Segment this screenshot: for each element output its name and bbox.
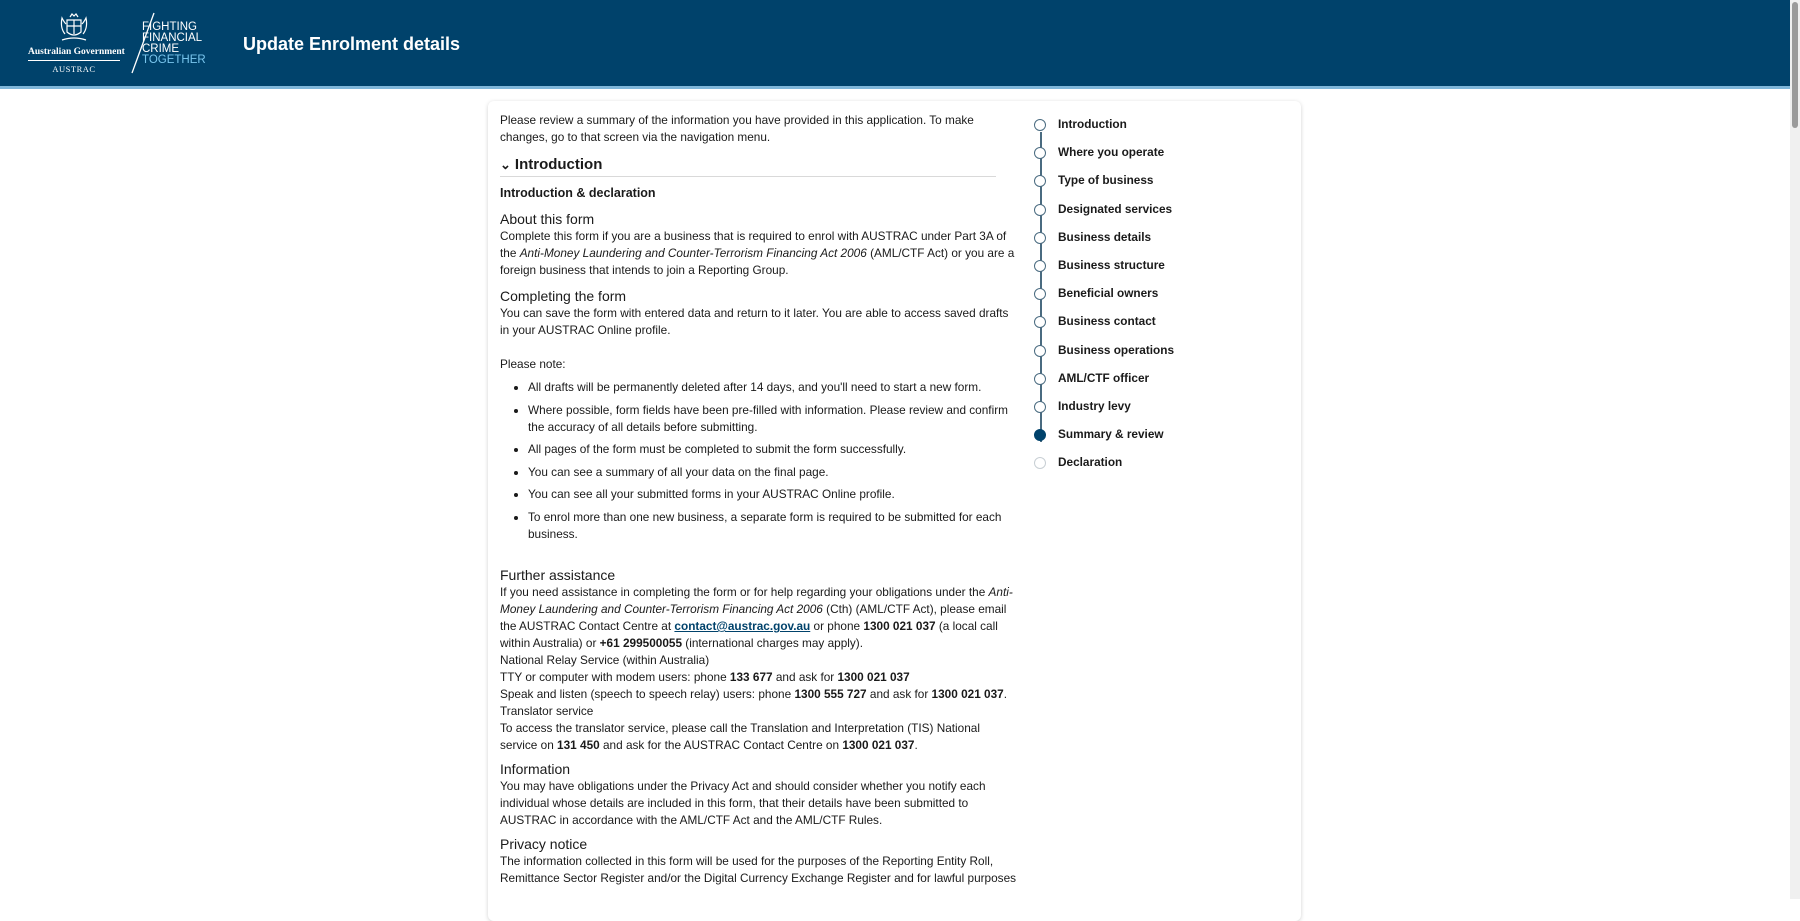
translator-text: To access the translator service, please call the Translation and Interpretation (TIS) National service on 131 450 and ask for the AUSTRAC Contact Centre on 1300 021 037. bbox=[500, 721, 980, 752]
privacy-text: The information collected in this form will be used for the purposes of the Reporting Entity Roll, Remittance Sector Register and/or the Digital Currency Exchange Register and for lawful purposes bbox=[500, 854, 1017, 885]
notes-list bbox=[500, 379, 1020, 543]
agency-label: AUSTRAC bbox=[52, 64, 96, 74]
nav-step-introduction[interactable] bbox=[1034, 116, 1214, 136]
tty-text: TTY or computer with modem users: phone 133 677 and ask for 1300 021 037 bbox=[500, 670, 910, 684]
list-item: • Where possible, form fields have been pre-filled with information. Please review and confirm the accuracy of all details before submitting. bbox=[528, 402, 1020, 436]
list-item: • You can see a summary of all your data on the final page. bbox=[528, 464, 1020, 481]
assistance-text: If you need assistance in completing the form or for help regarding your obligations under the Anti-Money Laundering and Counter-Terrorism Financing Act 2006 (Cth) (AML/CTF Act), please email the AUSTRAC Contact Centre at contact@austrac.gov.au or phone 1300 021 037 (a local call within Australia) or +61 299500055 (international charges may apply). bbox=[500, 585, 1013, 650]
step-indicator-icon bbox=[1034, 345, 1046, 357]
scrollbar-thumb[interactable] bbox=[1792, 2, 1798, 128]
assistance-heading: Further assistance bbox=[500, 567, 616, 583]
nav-step-label[interactable]: AML/CTF officer bbox=[1058, 370, 1150, 385]
nav-step-label[interactable]: Where you operate bbox=[1058, 145, 1165, 160]
nav-step-type-of-business[interactable] bbox=[1034, 172, 1214, 192]
step-indicator-icon bbox=[1034, 232, 1046, 244]
nav-step-designated-services[interactable] bbox=[1034, 201, 1214, 221]
list-item: • To enrol more than one new business, a separate form is required to be submitted for each business. bbox=[528, 509, 1020, 543]
about-heading: About this form bbox=[500, 211, 595, 227]
nav-step-label[interactable]: Type of business bbox=[1058, 173, 1154, 188]
translator-heading: Translator service bbox=[500, 704, 594, 718]
nav-step-business-contact[interactable] bbox=[1034, 313, 1214, 333]
scrollbar[interactable] bbox=[1790, 0, 1800, 899]
nav-step-summary-review[interactable] bbox=[1034, 426, 1214, 446]
summary-content bbox=[500, 112, 1020, 887]
chevron-down-icon[interactable]: ⌄ bbox=[500, 157, 511, 172]
step-indicator-icon bbox=[1034, 147, 1046, 159]
list-item: • You can see all your submitted forms in your AUSTRAC Online profile. bbox=[528, 486, 1020, 503]
step-indicator-icon bbox=[1034, 288, 1046, 300]
step-indicator-icon bbox=[1034, 429, 1046, 441]
list-item: • All drafts will be permanently deleted after 14 days, and you'll need to start a new form. bbox=[528, 379, 1020, 396]
step-indicator-icon bbox=[1034, 119, 1046, 131]
section-subtitle: Introduction & declaration bbox=[500, 186, 656, 200]
nav-step-label[interactable]: Summary & review bbox=[1058, 427, 1164, 442]
nav-step-label[interactable]: Business structure bbox=[1058, 258, 1165, 272]
nav-step-label[interactable]: Industry levy bbox=[1058, 399, 1131, 413]
step-indicator-icon bbox=[1034, 373, 1046, 385]
list-item: • All pages of the form must be completed to submit the form successfully. bbox=[528, 441, 1020, 458]
australian-government-crest-logo[interactable] bbox=[28, 12, 125, 76]
step-indicator-icon bbox=[1034, 175, 1046, 187]
step-indicator-icon bbox=[1034, 401, 1046, 413]
information-heading: Information bbox=[500, 761, 571, 777]
nav-step-label[interactable]: Beneficial owners bbox=[1058, 286, 1159, 301]
section-header-introduction[interactable] bbox=[500, 155, 996, 177]
nav-step-where-you-operate[interactable] bbox=[1034, 144, 1214, 164]
nav-step-business-details[interactable] bbox=[1034, 229, 1214, 249]
step-indicator-icon bbox=[1034, 457, 1046, 469]
note-label: Please note: bbox=[500, 357, 566, 371]
relay-heading: National Relay Service (within Australia) bbox=[500, 653, 710, 667]
completing-text: You can save the form with entered data and return to it later. You are able to access saved drafts in your AUSTRAC Online profile. bbox=[500, 306, 1009, 337]
nav-step-beneficial-owners[interactable] bbox=[1034, 285, 1214, 305]
nav-step-label[interactable]: Designated services bbox=[1058, 201, 1173, 216]
about-text: Complete this form if you are a business that is required to enrol with AUSTRAC under Part 3A of the Anti-Money Laundering and Counter-Terrorism Financing Act 2006 (AML/CTF Act) or you are a foreign business that intends to join a Reporting Group. bbox=[500, 229, 1015, 277]
tagline bbox=[142, 22, 206, 66]
section-title: Introduction bbox=[514, 156, 603, 173]
step-indicator-icon bbox=[1034, 204, 1046, 216]
page-title: Update Enrolment details bbox=[243, 34, 461, 54]
coat-of-arms-icon bbox=[54, 12, 94, 46]
tagline-line: FIGHTING bbox=[142, 21, 197, 33]
email-link[interactable]: contact@austrac.gov.au bbox=[674, 619, 811, 633]
nav-step-label[interactable]: Declaration bbox=[1058, 455, 1123, 470]
nav-step-label[interactable]: Business operations bbox=[1058, 342, 1175, 357]
nav-step-business-operations[interactable] bbox=[1034, 342, 1214, 362]
intro-text: Please review a summary of the information you have provided in this application. To make changes, go to that screen via the navigation menu. bbox=[500, 113, 974, 144]
privacy-heading: Privacy notice bbox=[500, 836, 588, 852]
speak-text: Speak and listen (speech to speech relay) users: phone 1300 555 727 and ask for 1300 021 037. bbox=[500, 687, 1007, 701]
nav-step-label[interactable]: Introduction bbox=[1058, 117, 1127, 131]
completing-heading: Completing the form bbox=[500, 288, 627, 304]
step-indicator-icon bbox=[1034, 316, 1046, 328]
step-indicator-icon bbox=[1034, 260, 1046, 272]
nav-step-industry-levy[interactable] bbox=[1034, 398, 1214, 418]
nav-step-label[interactable]: Business contact bbox=[1058, 314, 1156, 329]
government-label: Australian Government bbox=[28, 47, 125, 57]
nav-step-business-structure[interactable] bbox=[1034, 257, 1214, 277]
nav-step-label[interactable]: Business details bbox=[1058, 229, 1152, 244]
tagline-line: CRIME bbox=[142, 43, 180, 55]
tagline-line: FINANCIAL bbox=[142, 32, 203, 44]
app-header bbox=[0, 0, 1790, 89]
nav-step-aml-ctf-officer[interactable] bbox=[1034, 370, 1214, 390]
nav-step-declaration[interactable] bbox=[1034, 454, 1214, 474]
information-text: You may have obligations under the Privacy Act and should consider whether you notify each individual whose details are included in this form, that their details have been submitted to AUSTRAC in accordance with the AML/CTF Act and the AML/CTF Rules. bbox=[500, 779, 986, 827]
tagline-line: TOGETHER bbox=[142, 54, 206, 66]
